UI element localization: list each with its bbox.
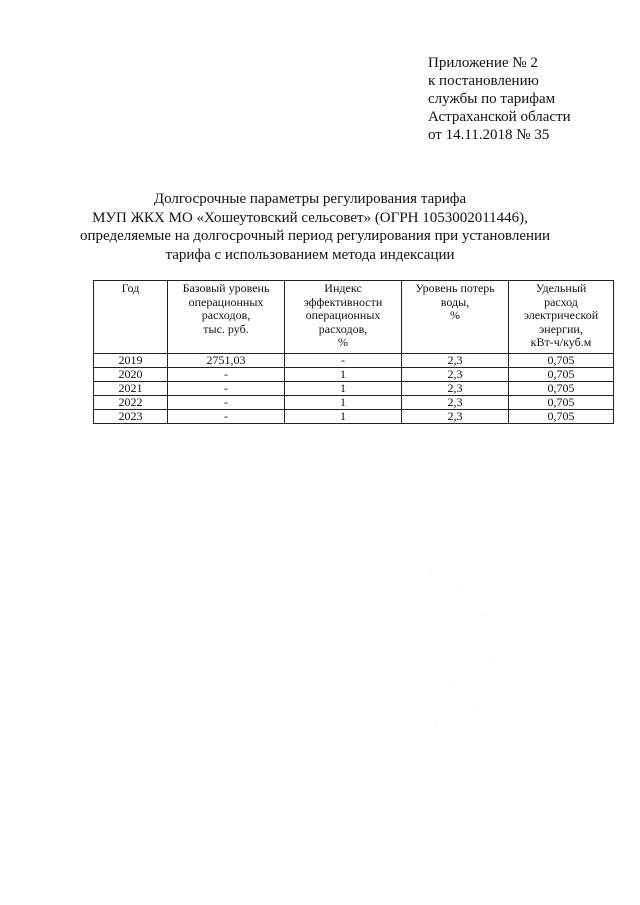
appendix-block bbox=[428, 54, 571, 144]
table-row bbox=[94, 396, 614, 410]
appendix-line: Приложение № 2 bbox=[428, 55, 538, 71]
title-line: МУП ЖКХ МО «Хошеутовский сельсовет» (ОГРН 1053002011446), bbox=[92, 209, 528, 226]
scan-noise bbox=[420, 560, 510, 740]
cell-energy-consumption: 0,705 bbox=[509, 382, 614, 396]
document-title bbox=[80, 190, 551, 264]
cell-water-loss: 2,3 bbox=[402, 396, 509, 410]
cell-energy-consumption: 0,705 bbox=[509, 396, 614, 410]
header-energy-consumption: Удельный расход электрической энергии, кВт-ч/куб.м bbox=[509, 281, 614, 354]
table-row bbox=[94, 410, 614, 424]
appendix-line: Астраханской области bbox=[428, 109, 571, 125]
appendix-line: к постановлению bbox=[428, 73, 539, 89]
cell-water-loss: 2,3 bbox=[402, 410, 509, 424]
header-base-opex: Базовый уровень операционных расходов, тыс. руб. bbox=[168, 281, 285, 354]
title-line: определяемые на долгосрочный период регулирования при установлении bbox=[80, 228, 551, 244]
cell-base-opex: 2751,03 bbox=[168, 354, 285, 368]
cell-energy-consumption: 0,705 bbox=[509, 354, 614, 368]
header-water-loss: Уровень потерь воды, % bbox=[402, 281, 509, 354]
cell-efficiency-index: 1 bbox=[285, 396, 402, 410]
header-efficiency-index: Индекс эффективности операционных расходов, % bbox=[285, 281, 402, 354]
cell-efficiency-index: 1 bbox=[285, 368, 402, 382]
cell-year: 2023 bbox=[94, 410, 168, 424]
cell-energy-consumption: 0,705 bbox=[509, 410, 614, 424]
cell-base-opex: - bbox=[168, 396, 285, 410]
cell-year: 2019 bbox=[94, 354, 168, 368]
title-line: тарифа с использованием метода индексации bbox=[165, 246, 455, 263]
cell-efficiency-index: 1 bbox=[285, 410, 402, 424]
cell-water-loss: 2,3 bbox=[402, 382, 509, 396]
header-year: Год bbox=[94, 281, 168, 354]
cell-base-opex: - bbox=[168, 382, 285, 396]
cell-year: 2022 bbox=[94, 396, 168, 410]
parameters-table bbox=[93, 280, 614, 424]
table-header-row bbox=[94, 281, 614, 354]
appendix-line: службы по тарифам bbox=[428, 91, 556, 107]
cell-year: 2020 bbox=[94, 368, 168, 382]
cell-efficiency-index: - bbox=[285, 354, 402, 368]
title-line: Долгосрочные параметры регулирования тарифа bbox=[153, 191, 467, 207]
cell-year: 2021 bbox=[94, 382, 168, 396]
table-row bbox=[94, 382, 614, 396]
table-row bbox=[94, 368, 614, 382]
cell-water-loss: 2,3 bbox=[402, 354, 509, 368]
cell-water-loss: 2,3 bbox=[402, 368, 509, 382]
cell-base-opex: - bbox=[168, 410, 285, 424]
table-row bbox=[94, 354, 614, 368]
cell-energy-consumption: 0,705 bbox=[509, 368, 614, 382]
cell-base-opex: - bbox=[168, 368, 285, 382]
cell-efficiency-index: 1 bbox=[285, 382, 402, 396]
appendix-line: от 14.11.2018 № 35 bbox=[428, 127, 550, 143]
